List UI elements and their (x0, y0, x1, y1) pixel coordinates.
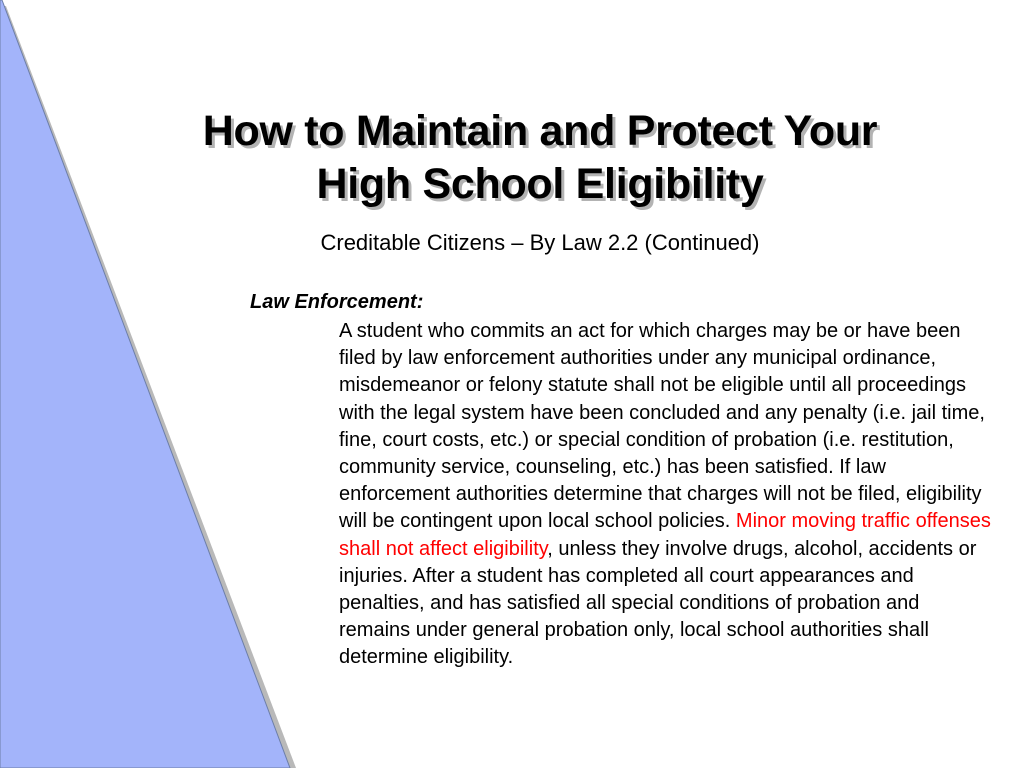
subtitle: Creditable Citizens – By Law 2.2 (Continued) (320, 230, 760, 255)
body-text-part-1: A student who commits an act for which charges may be or have been filed by law enforcement authorities under any municipal ordinance, misdemeanor or felony statute shall not be eligible until all proceedings with the legal system have been concluded and any penalty (i.e. jail time, fine, court costs, etc.) or special condition of probation (i.e. restitution, community service, counseling, etc.) has been satisfied. If law enforcement authorities determine that charges will not be filed, eligibility will be contingent upon local school policies. (339, 320, 985, 533)
body-paragraph (339, 318, 991, 672)
body-text-highlight: Minor moving traffic offenses shall not affect eligibility (339, 510, 991, 560)
section-heading: Law Enforcement: (250, 291, 424, 313)
page-title-line-2: High School Eligibility (316, 160, 764, 208)
page-title-line-1: How to Maintain and Protect Your (202, 107, 878, 155)
body-text-part-2: , unless they involve drugs, alcohol, accidents or injuries. After a student has completed all court appearances and penalties, and has satisfied all special conditions of probation and remains under general probation only, local school authorities shall determine eligibility. (339, 537, 977, 669)
